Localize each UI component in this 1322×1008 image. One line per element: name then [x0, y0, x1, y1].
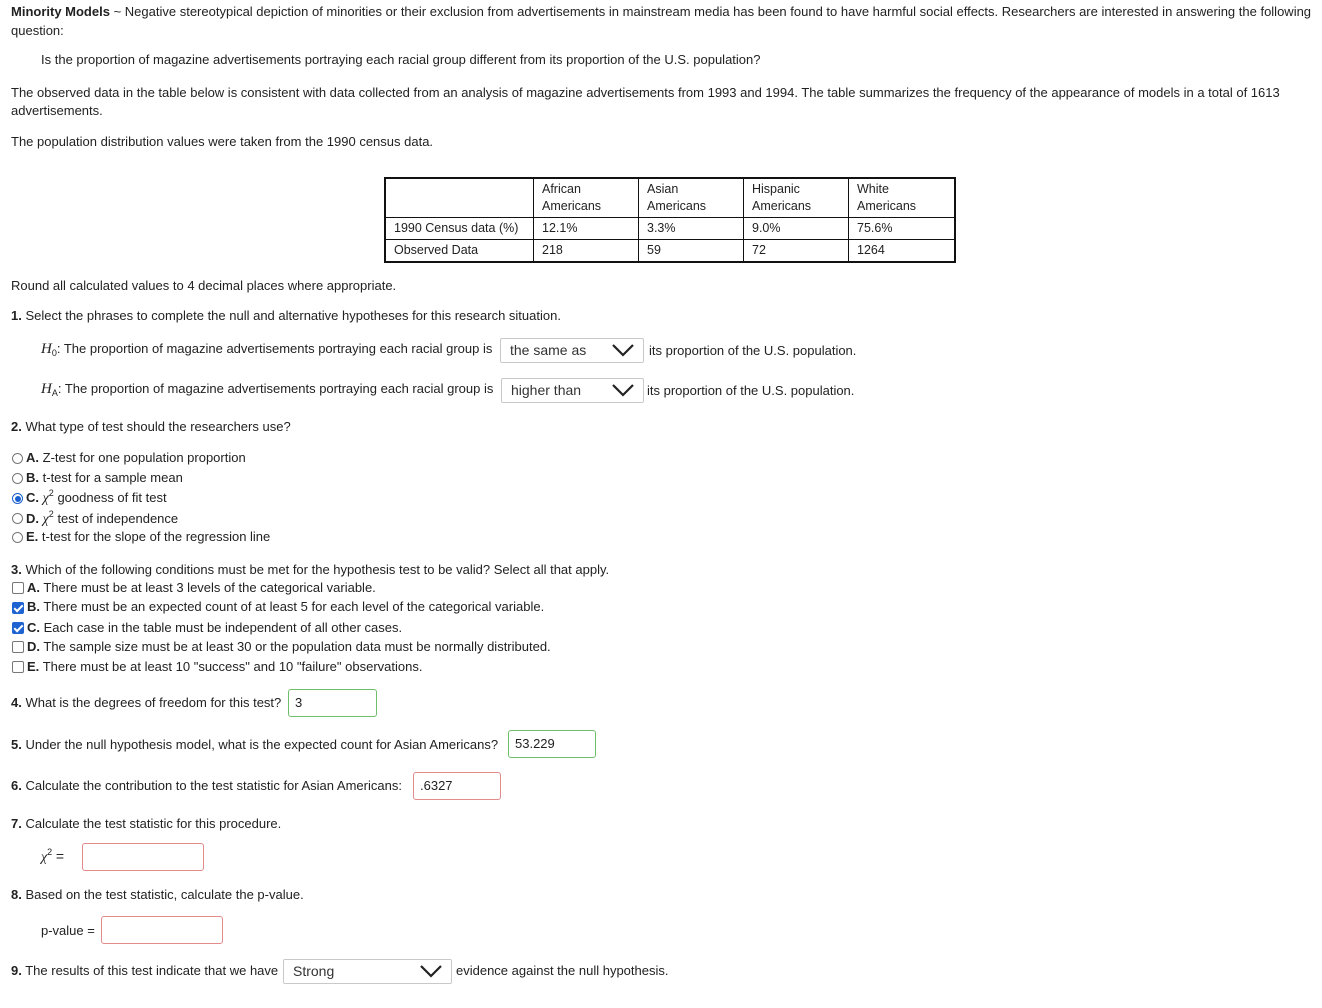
problem-title: Minority Models: [11, 4, 110, 19]
ha-select[interactable]: [501, 378, 644, 403]
q2-option-e: E. t-test for the slope of the regression line: [26, 529, 271, 544]
h0-symbol: H: [41, 341, 52, 357]
q3-checkbox-d[interactable]: [12, 641, 24, 653]
research-question: Is the proportion of magazine advertisements portraying each racial group different from its proportion of the U.S. population?: [41, 52, 761, 67]
h0-select[interactable]: [500, 338, 644, 363]
q3-option-a: A. There must be at least 3 levels of the categorical variable.: [27, 580, 376, 595]
q3-option-c: C. Each case in the table must be independent of all other cases.: [27, 620, 403, 635]
q7-prompt: 7. Calculate the test statistic for this procedure.: [11, 816, 282, 831]
table-cell: 3.3%: [639, 218, 744, 240]
q8-prompt: 8. Based on the test statistic, calculate the p-value.: [11, 887, 304, 902]
intro-text: Negative stereotypical depiction of minorities or their exclusion from advertisements in mainstream media has been found to have harmful social effects. Researchers are interested in answering the following question:: [11, 4, 1312, 38]
expected-count-input[interactable]: 53.229: [508, 730, 596, 758]
q9-prompt: 9. The results of this test indicate that we have: [11, 963, 279, 978]
q3-checkbox-a[interactable]: [12, 582, 24, 594]
q3-option-b: B. There must be an expected count of at least 5 for each level of the categorical variable.: [27, 599, 545, 614]
contribution-input[interactable]: .6327: [413, 772, 501, 800]
table-header-cell: White Americans: [849, 178, 956, 218]
q2-radio-d[interactable]: [12, 513, 23, 524]
evidence-selected-value: Strong: [293, 963, 335, 979]
table-row-label: 1990 Census data (%): [385, 218, 534, 240]
table-header-cell: African Americans: [534, 178, 639, 218]
q2-prompt: 2. What type of test should the researchers use?: [11, 419, 291, 434]
intro-paragraph: [11, 2, 1316, 40]
test-statistic-input[interactable]: [82, 843, 204, 871]
table-corner-cell: [385, 178, 534, 218]
p-value-label: p-value =: [41, 923, 95, 938]
ha-statement: [41, 381, 493, 398]
q2-radio-a[interactable]: [12, 453, 23, 464]
table-cell: 218: [534, 240, 639, 263]
ha-selected-value: higher than: [511, 382, 582, 398]
table-cell: 59: [639, 240, 744, 263]
observed-description: The observed data in the table below is consistent with data collected from an analysis of magazine advertisements from 1993 and 1994. The table summarizes the frequency of the appearance of models in a total of 1613 advertisements.: [11, 85, 1280, 118]
q4-prompt: 4. What is the degrees of freedom for this test?: [11, 695, 282, 710]
h0-subscript: 0: [51, 348, 57, 358]
table-cell: 9.0%: [744, 218, 849, 240]
q3-checkbox-b[interactable]: [12, 602, 24, 614]
title-separator: ~: [113, 4, 122, 19]
chevron-down-icon: [611, 382, 635, 398]
ha-text: : The proportion of magazine advertisements portraying each racial group is: [57, 381, 494, 396]
q3-option-e: E. There must be at least 10 "success" and 10 "failure" observations.: [27, 659, 423, 674]
table-cell: 1264: [849, 240, 956, 263]
table-row-label: Observed Data: [385, 240, 534, 263]
data-table: [384, 177, 956, 263]
chevron-down-icon: [611, 342, 635, 358]
q2-radio-e[interactable]: [12, 532, 23, 543]
q3-prompt: 3. Which of the following conditions must be met for the hypothesis test to be valid? Select all that apply.: [11, 562, 610, 577]
table-cell: 72: [744, 240, 849, 263]
table-row: [385, 218, 955, 240]
q3-option-d: D. The sample size must be at least 30 or the population data must be normally distributed.: [27, 639, 551, 654]
q2-option-d: D. $\chi^2$ test of independence: [26, 509, 179, 527]
evidence-select[interactable]: [283, 959, 452, 984]
p-value-input[interactable]: [101, 916, 223, 944]
table-header-row: [385, 178, 955, 218]
q2-option-c: C. $\chi^2$ goodness of fit test: [26, 488, 167, 506]
ha-after-text: its proportion of the U.S. population.: [647, 383, 855, 398]
ha-subscript: A: [51, 388, 58, 398]
chi-square-label: $\chi^2$ =: [41, 847, 64, 865]
q2-radio-b[interactable]: [12, 473, 23, 484]
q1-prompt: 1. Select the phrases to complete the null and alternative hypotheses for this research situation.: [11, 308, 561, 323]
degrees-of-freedom-input[interactable]: 3: [288, 689, 377, 717]
table-cell: 75.6%: [849, 218, 956, 240]
table-cell: 12.1%: [534, 218, 639, 240]
chevron-down-icon: [419, 963, 443, 979]
q3-checkbox-c[interactable]: [12, 622, 24, 634]
table-header-cell: Asian Americans: [639, 178, 744, 218]
table-header-cell: Hispanic Americans: [744, 178, 849, 218]
ha-symbol: H: [41, 381, 52, 397]
q6-prompt: 6. Calculate the contribution to the test statistic for Asian Americans:: [11, 778, 402, 793]
q9-after-text: evidence against the null hypothesis.: [456, 963, 669, 978]
q2-option-b: B. t-test for a sample mean: [26, 470, 183, 485]
table-row: [385, 240, 955, 263]
rounding-note: Round all calculated values to 4 decimal places where appropriate.: [11, 278, 397, 293]
q3-checkbox-e[interactable]: [12, 661, 24, 673]
h0-after-text: its proportion of the U.S. population.: [649, 343, 857, 358]
h0-statement: [41, 341, 492, 358]
q5-prompt: 5. Under the null hypothesis model, what is the expected count for Asian Americans?: [11, 737, 499, 752]
h0-text: : The proportion of magazine advertisements portraying each racial group is: [56, 341, 493, 356]
h0-selected-value: the same as: [510, 342, 587, 358]
q2-radio-c[interactable]: [12, 493, 23, 504]
population-description: The population distribution values were taken from the 1990 census data.: [11, 134, 434, 149]
q2-option-a: A. Z-test for one population proportion: [26, 450, 246, 465]
